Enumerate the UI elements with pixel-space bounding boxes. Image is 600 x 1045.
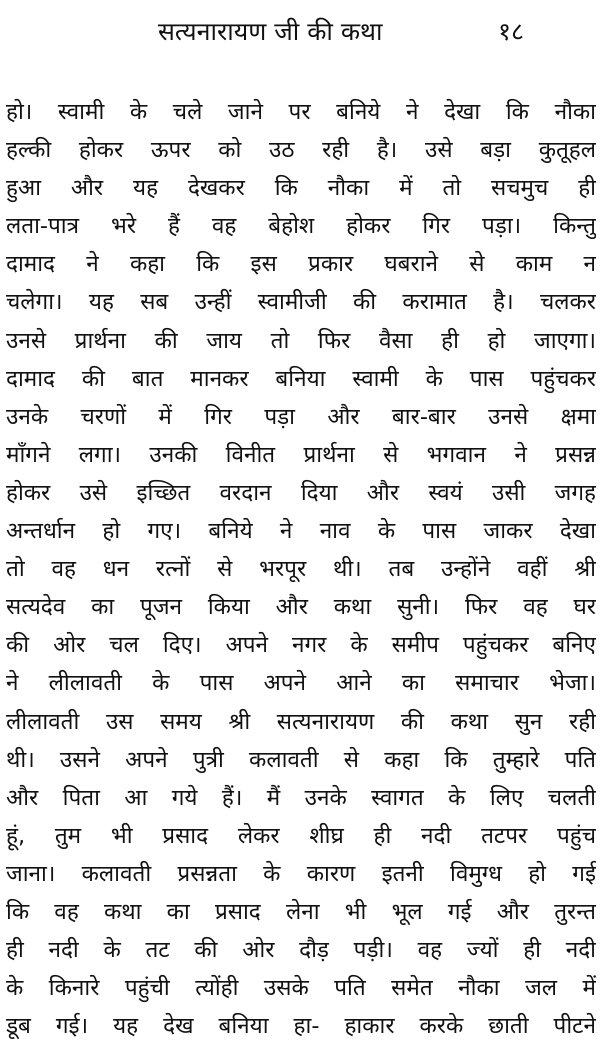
body-text — [6, 93, 596, 1045]
text-line: थी। उसने अपने पुत्री कलावती से कहा कि तुम्हारे पति — [6, 746, 596, 773]
text-line: की ओर चल दिए। अपने नगर के समीप पहुंचकर बनिए — [6, 632, 596, 659]
header-title: सत्यनारायण जी की कथा — [158, 17, 383, 46]
text-line: उनके चरणों में गिर पड़ा और बार-बार उनसे क्षमा — [6, 403, 596, 430]
text-line: हो। स्वामी के चले जाने पर बनिये ने देखा कि नौका — [6, 99, 596, 125]
text-line: हूं, तुम भी प्रसाद लेकर शीघ्र ही नदी तटपर पहुंच — [6, 822, 596, 849]
text-line: डूब गई। यह देख बनिया हा- हाकार करके छाती पीटने — [6, 1013, 596, 1040]
text-line: हुआ और यह देखकर कि नौका में तो सचमुच ही — [6, 175, 596, 202]
text-line: और पिता आ गये हैं। मैं उनके स्वागत के लिए चलती — [6, 784, 596, 811]
text-line: होकर उसे इच्छित वरदान दिया और स्वयं उसी जगह — [6, 479, 596, 506]
page-number: १८ — [498, 17, 525, 46]
text-line: हल्की होकर ऊपर को उठ रही है। उसे बड़ा कुतूहल — [6, 137, 596, 164]
text-line: लता-पात्र भरे हैं वह बेहोश होकर गिर पड़ा। किन्तु — [6, 213, 596, 240]
text-line: जाना। कलावती प्रसन्नता के कारण इतनी विमुग्ध हो गई — [6, 860, 596, 887]
text-line: दामाद ने कहा कि इस प्रकार घबराने से काम न — [6, 251, 596, 278]
text-line: चलेगा। यह सब उन्हीं स्वामीजी की करामात है। चलकर — [6, 289, 596, 316]
text-line: उनसे प्रार्थना की जाय तो फिर वैसा ही हो जाएगा। — [6, 327, 596, 354]
text-line: तो वह धन रत्नों से भरपूर थी। तब उन्होंने वहीं श्री — [6, 556, 596, 583]
text-line: के किनारे पहुंची त्योंही उसके पति समेत नौका जल में — [6, 975, 596, 1002]
text-line: माँगने लगा। उनकी विनीत प्रार्थना से भगवान ने प्रसन्न — [6, 441, 596, 468]
text-line: ही नदी के तट की ओर दौड़ पड़ी। वह ज्यों ही नदी — [6, 937, 596, 964]
running-header — [150, 14, 570, 54]
text-line: सत्यदेव का पूजन किया और कथा सुनी। फिर वह घर — [6, 594, 596, 621]
text-line: कि वह कथा का प्रसाद लेना भी भूल गई और तुरन्त — [6, 898, 596, 925]
text-line: ने लीलावती के पास अपने आने का समाचार भेजा। — [6, 670, 596, 697]
text-line: लीलावती उस समय श्री सत्यनारायण की कथा सुन रही — [6, 708, 596, 735]
text-line: दामाद की बात मानकर बनिया स्वामी के पास पहुंचकर — [6, 365, 596, 392]
text-line: अन्तर्धान हो गए। बनिये ने नाव के पास जाकर देखा — [6, 518, 596, 545]
